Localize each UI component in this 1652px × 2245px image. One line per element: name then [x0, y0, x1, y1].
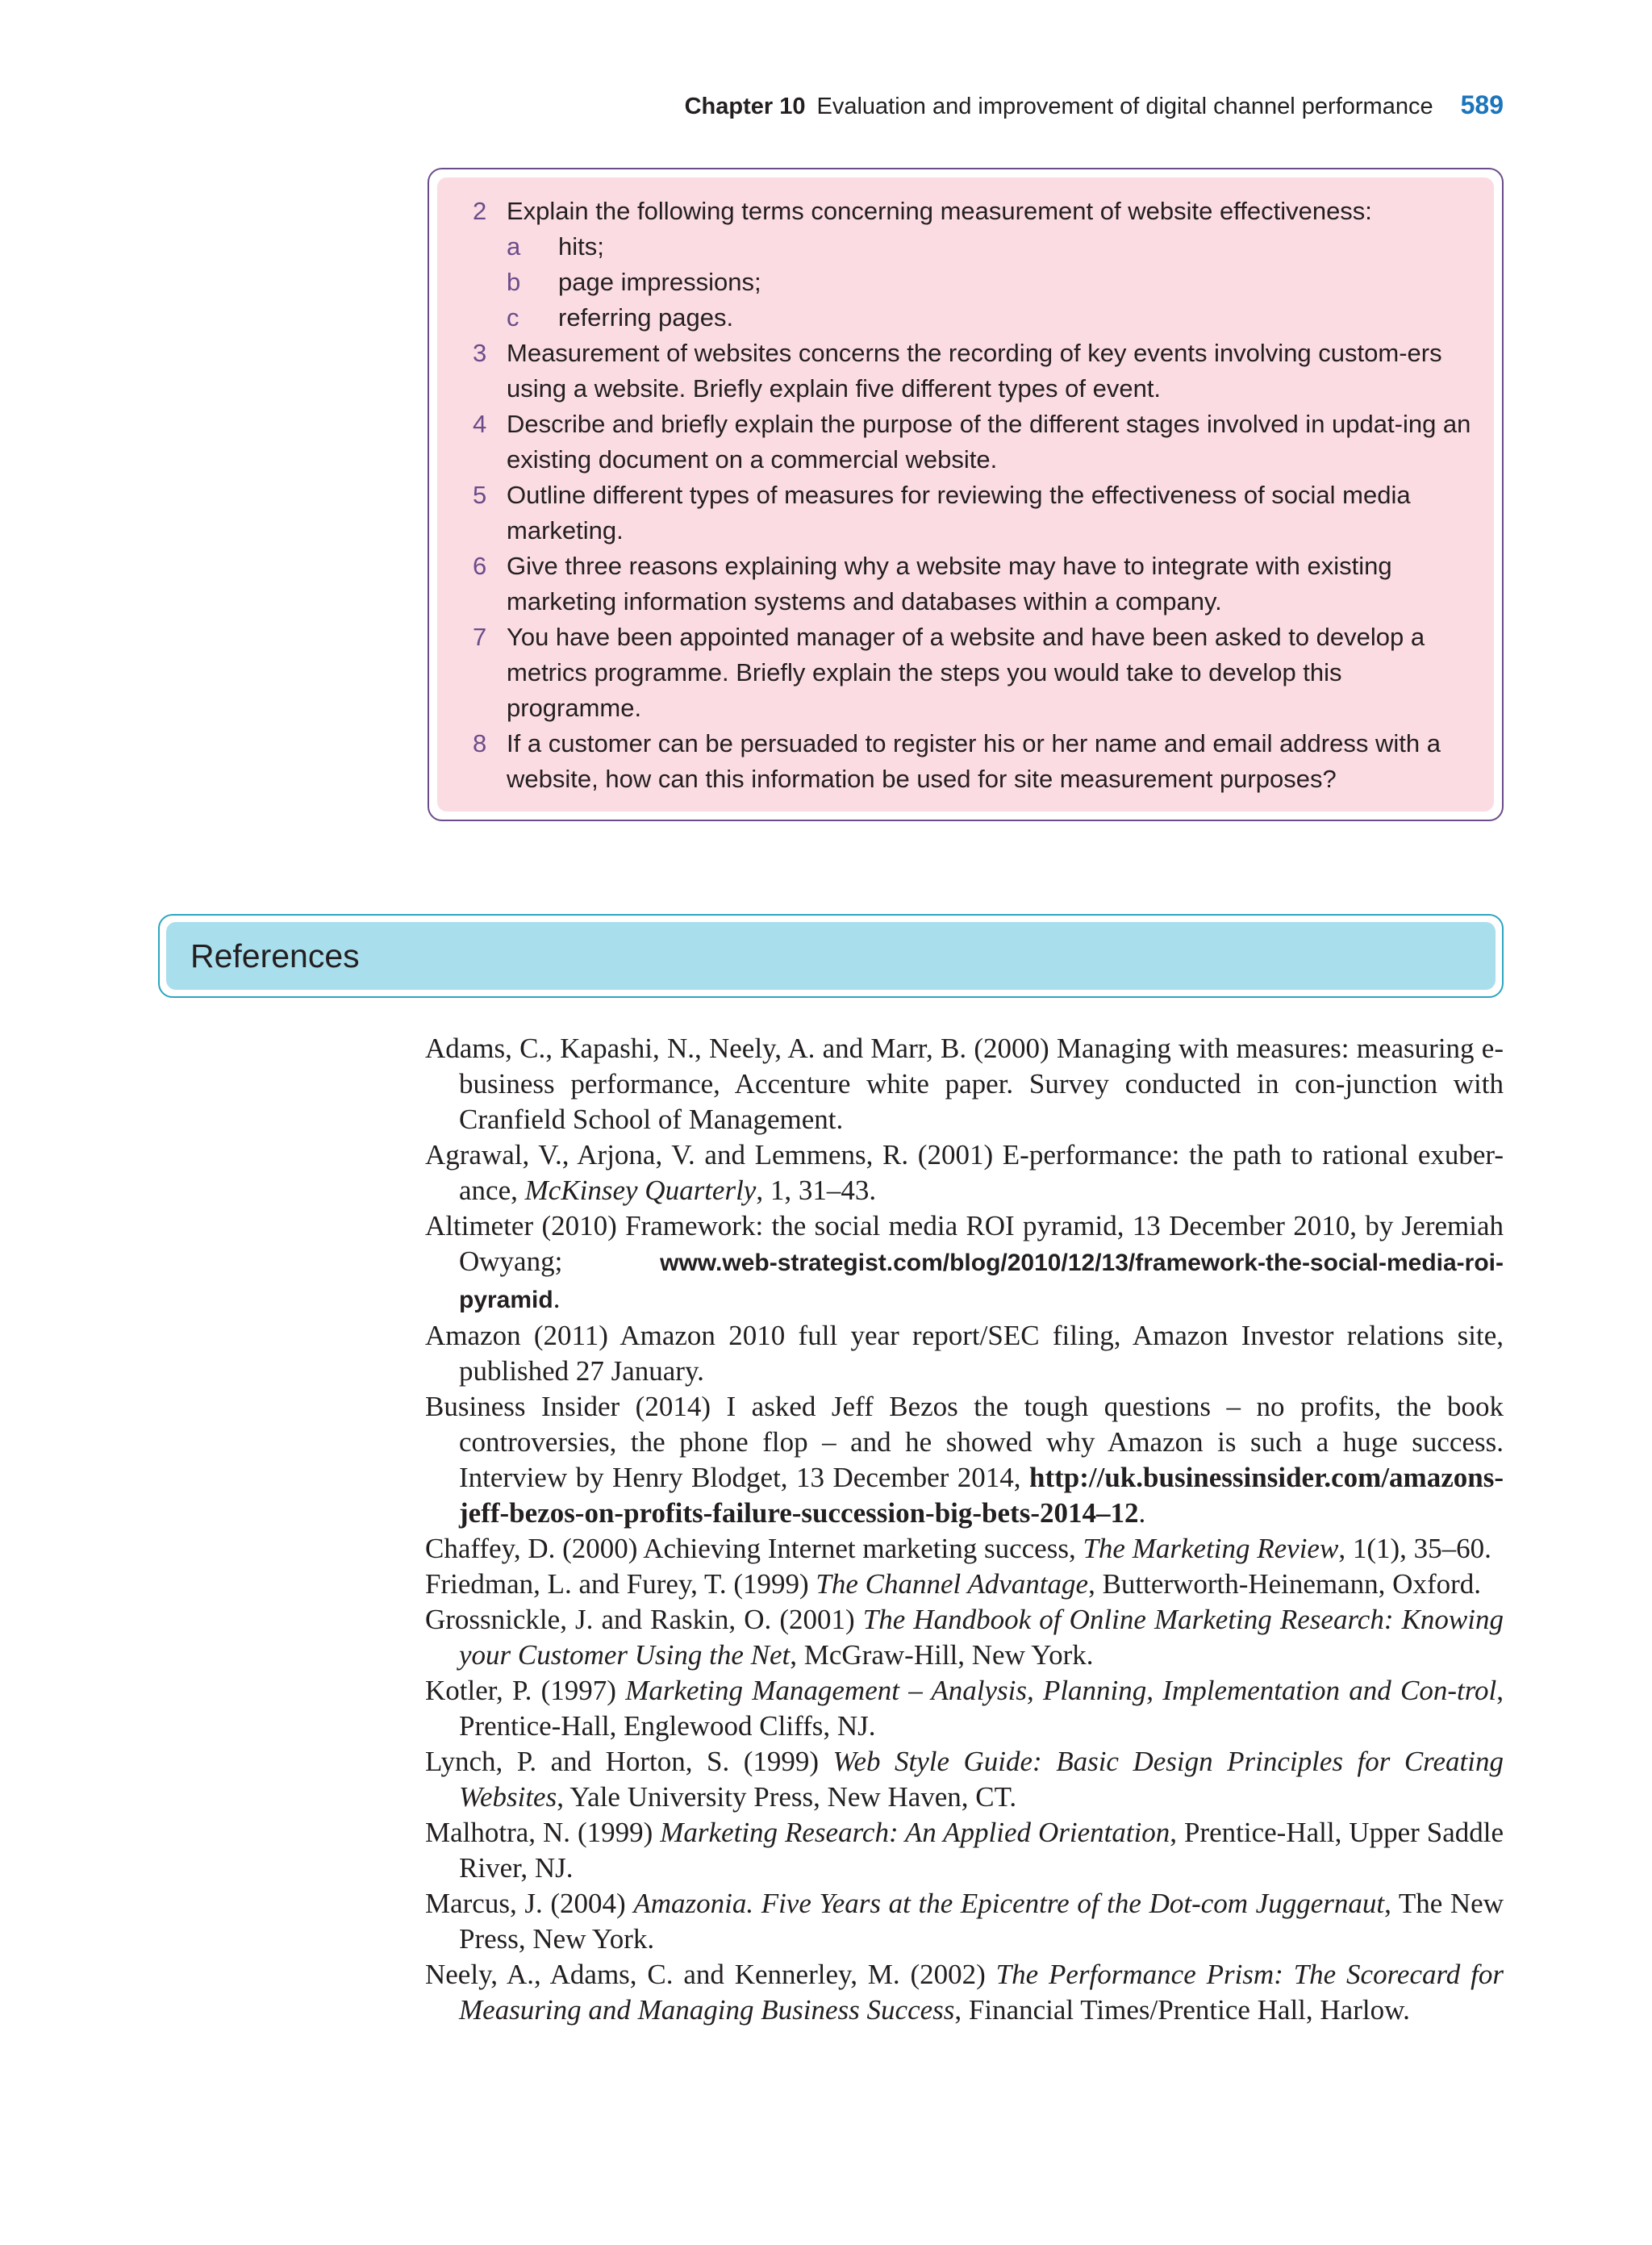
reference-title: The Performance Prism: The Scorecard for Measuring and Managing Business Success [459, 1959, 1504, 2026]
reference-entry [425, 1673, 1504, 1744]
references-heading-background [166, 922, 1496, 990]
reference-text: , Prentice-Hall, Upper Saddle River, NJ. [459, 1817, 1504, 1884]
question-item [473, 620, 1471, 726]
reference-text: Amazon (2011) Amazon 2010 full year report/SEC filing, Amazon Investor relations site, published 27 January. [425, 1320, 1504, 1387]
reference-text: . [1138, 1497, 1146, 1529]
reference-text: Adams, C., Kapashi, N., Neely, A. and Marr, B. (2000) Managing with measures: measuring e-business performance, Accenture white paper. Survey conducted in con-junction with Cranfield School of Management. [425, 1033, 1504, 1135]
questions-box [428, 168, 1504, 821]
question-text: Measurement of websites concerns the recording of key events involving custom-ers using a website. Briefly explain five different types of event. [507, 339, 1442, 403]
reference-title: Marketing Management – Analysis, Planning, Implementation and Con-trol [625, 1675, 1497, 1706]
reference-text: Friedman, L. and Furey, T. (1999) [425, 1568, 816, 1600]
reference-text: Marcus, J. (2004) [425, 1888, 634, 1919]
question-subitem [507, 265, 1471, 300]
chapter-title: Evaluation and improvement of digital channel performance [816, 94, 1433, 119]
questions-list [473, 194, 1471, 797]
reference-entry [425, 1137, 1504, 1208]
reference-title: The Marketing Review [1083, 1533, 1339, 1564]
reference-text: Grossnickle, J. and Raskin, O. (2001) [425, 1604, 863, 1635]
subitem-letter: b [507, 268, 521, 296]
reference-entry [425, 1389, 1504, 1531]
reference-text: . [553, 1283, 561, 1314]
reference-title: Marketing Research: An Applied Orientation [660, 1817, 1170, 1848]
question-text: Give three reasons explaining why a website may have to integrate with existing marketing information systems and databases within a company. [507, 552, 1392, 615]
question-text: Describe and briefly explain the purpose of the different stages involved in updat-ing an existing document on a commercial website. [507, 410, 1471, 474]
reference-title: The Channel Advantage [816, 1568, 1089, 1600]
question-number: 7 [473, 623, 487, 651]
reference-entry [425, 1886, 1504, 1957]
page-number: 589 [1460, 90, 1504, 119]
reference-url[interactable]: http://uk.businessinsider.com/amazons-jeff-bezos-on-profits-failure-succession-big-bets-2014–12 [459, 1462, 1504, 1529]
reference-text: Altimeter (2010) Framework: the social media ROI pyramid, 13 December 2010, by Jeremiah Owyang; [425, 1210, 1504, 1277]
question-item [473, 194, 1471, 336]
reference-text: Chaffey, D. (2000) Achieving Internet marketing success, [425, 1533, 1083, 1564]
question-number: 2 [473, 197, 487, 225]
reference-text: , Prentice-Hall, Englewood Cliffs, NJ. [459, 1675, 1504, 1742]
references-heading: References [190, 937, 360, 974]
question-text: You have been appointed manager of a website and have been asked to develop a metrics programme. Briefly explain the steps you would take to develop this programme. [507, 623, 1425, 722]
reference-entry [425, 1602, 1504, 1673]
reference-text: Neely, A., Adams, C. and Kennerley, M. (2002) [425, 1959, 996, 1990]
question-text: Outline different types of measures for reviewing the effectiveness of social media marketing. [507, 481, 1411, 545]
reference-title: McKinsey Quarterly [524, 1175, 757, 1206]
reference-entry [425, 1031, 1504, 1137]
reference-text: , 1(1), 35–60. [1338, 1533, 1491, 1564]
question-subitem [507, 300, 1471, 336]
subitem-text: page impressions; [558, 268, 761, 296]
reference-entry [425, 1815, 1504, 1886]
reference-entry [425, 1531, 1504, 1567]
subitem-letter: c [507, 303, 519, 332]
question-text: Explain the following terms concerning measurement of website effectiveness: [507, 197, 1372, 225]
reference-entry [425, 1318, 1504, 1389]
reference-text: Business Insider (2014) I asked Jeff Bezos the tough questions – no profits, the book controversies, the phone flop – and he showed why Amazon is such a huge success. Interview by Henry Blodget, 13 December 2014, [425, 1391, 1504, 1493]
subitem-text: hits; [558, 232, 604, 261]
question-number: 3 [473, 339, 487, 367]
references-list [425, 1031, 1504, 2028]
reference-title: Web Style Guide: Basic Design Principles for Creating Websites [459, 1746, 1504, 1813]
question-item [473, 549, 1471, 620]
running-header [403, 90, 1504, 120]
reference-text: Lynch, P. and Horton, S. (1999) [425, 1746, 833, 1777]
question-text: If a customer can be persuaded to register his or her name and email address with a website, how can this information be used for site measurement purposes? [507, 729, 1441, 793]
chapter-label: Chapter 10 [684, 94, 806, 119]
question-number: 4 [473, 410, 487, 438]
references-heading-box [158, 914, 1504, 998]
reference-text: , The New Press, New York. [459, 1888, 1504, 1955]
question-number: 8 [473, 729, 487, 757]
subitem-text: referring pages. [558, 303, 734, 332]
reference-text: Agrawal, V., Arjona, V. and Lemmens, R. (2001) E-performance: the path to rational exuber-ance, [425, 1139, 1504, 1206]
reference-text: , Butterworth-Heinemann, Oxford. [1088, 1568, 1482, 1600]
reference-text: , Financial Times/Prentice Hall, Harlow. [954, 1994, 1410, 2026]
reference-entry [425, 1957, 1504, 2028]
question-item [473, 478, 1471, 549]
reference-url[interactable]: www.web-strategist.com/blog/2010/12/13/framework-the-social-media-roi-pyramid [459, 1250, 1504, 1313]
question-item [473, 336, 1471, 407]
reference-title: Amazonia. Five Years at the Epicentre of the Dot-com Juggernaut [633, 1888, 1385, 1919]
question-item [473, 407, 1471, 478]
question-subitem [507, 229, 1471, 265]
question-number: 6 [473, 552, 487, 580]
question-item [473, 726, 1471, 797]
reference-text: Kotler, P. (1997) [425, 1675, 626, 1706]
reference-text: Malhotra, N. (1999) [425, 1817, 661, 1848]
reference-entry [425, 1208, 1504, 1318]
reference-text: , McGraw-Hill, New York. [790, 1639, 1094, 1671]
reference-title: The Handbook of Online Marketing Research: Knowing your Customer Using the Net [459, 1604, 1504, 1671]
reference-text: , Yale University Press, New Haven, CT. [557, 1781, 1017, 1813]
subitem-letter: a [507, 232, 521, 261]
reference-entry [425, 1567, 1504, 1602]
reference-text: , 1, 31–43. [756, 1175, 877, 1206]
question-number: 5 [473, 481, 487, 509]
reference-entry [425, 1744, 1504, 1815]
